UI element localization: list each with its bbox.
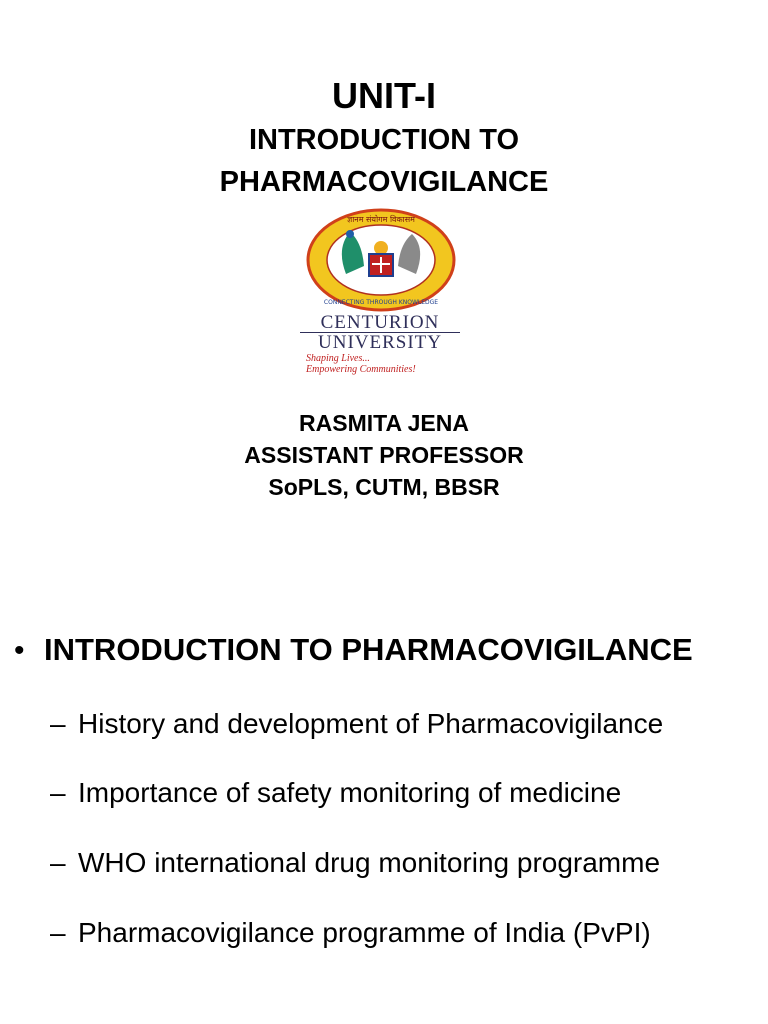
sub-item-text: History and development of Pharmacovigilance: [78, 708, 664, 739]
title-line-1: INTRODUCTION TO: [248, 124, 520, 156]
university-logo: [300, 208, 460, 376]
dash-icon: –: [50, 708, 66, 739]
sub-item: [50, 845, 660, 881]
author-name: RASMITA JENA: [299, 410, 469, 436]
university-seal-icon: [306, 208, 456, 312]
sub-item-text: Importance of safety monitoring of medicine: [78, 777, 622, 808]
author-affiliation: SoPLS, CUTM, BBSR: [268, 474, 500, 500]
tagline-2: Empowering Communities!: [306, 364, 416, 375]
seal-top-text: ज्ञानम संयोगम विकासम: [347, 215, 415, 224]
brand-name-line-2: UNIVERSITY: [318, 332, 442, 353]
bullet-icon: •: [14, 634, 25, 667]
unit-heading: UNIT-I: [332, 75, 436, 116]
sub-item-text: Pharmacovigilance programme of India (PvPI): [78, 917, 651, 948]
sub-item-text: WHO international drug monitoring programme: [78, 847, 661, 878]
dash-icon: –: [50, 917, 66, 948]
title-line-2: PHARMACOVIGILANCE: [219, 166, 549, 198]
main-bullet: [14, 630, 693, 670]
sub-item: [50, 915, 651, 951]
main-bullet-text: INTRODUCTION TO PHARMACOVIGILANCE: [44, 632, 693, 667]
sub-item: [50, 775, 621, 811]
brand-name-line-1: CENTURION: [300, 314, 460, 333]
sub-item: [50, 706, 663, 742]
author-title: ASSISTANT PROFESSOR: [244, 442, 524, 468]
dash-icon: –: [50, 777, 66, 808]
seal-bottom-text: CONNECTING THROUGH KNOWLEDGE: [323, 299, 439, 306]
dash-icon: –: [50, 847, 66, 878]
tagline-1: Shaping Lives...: [306, 353, 370, 364]
contents-slide: [0, 512, 768, 1024]
